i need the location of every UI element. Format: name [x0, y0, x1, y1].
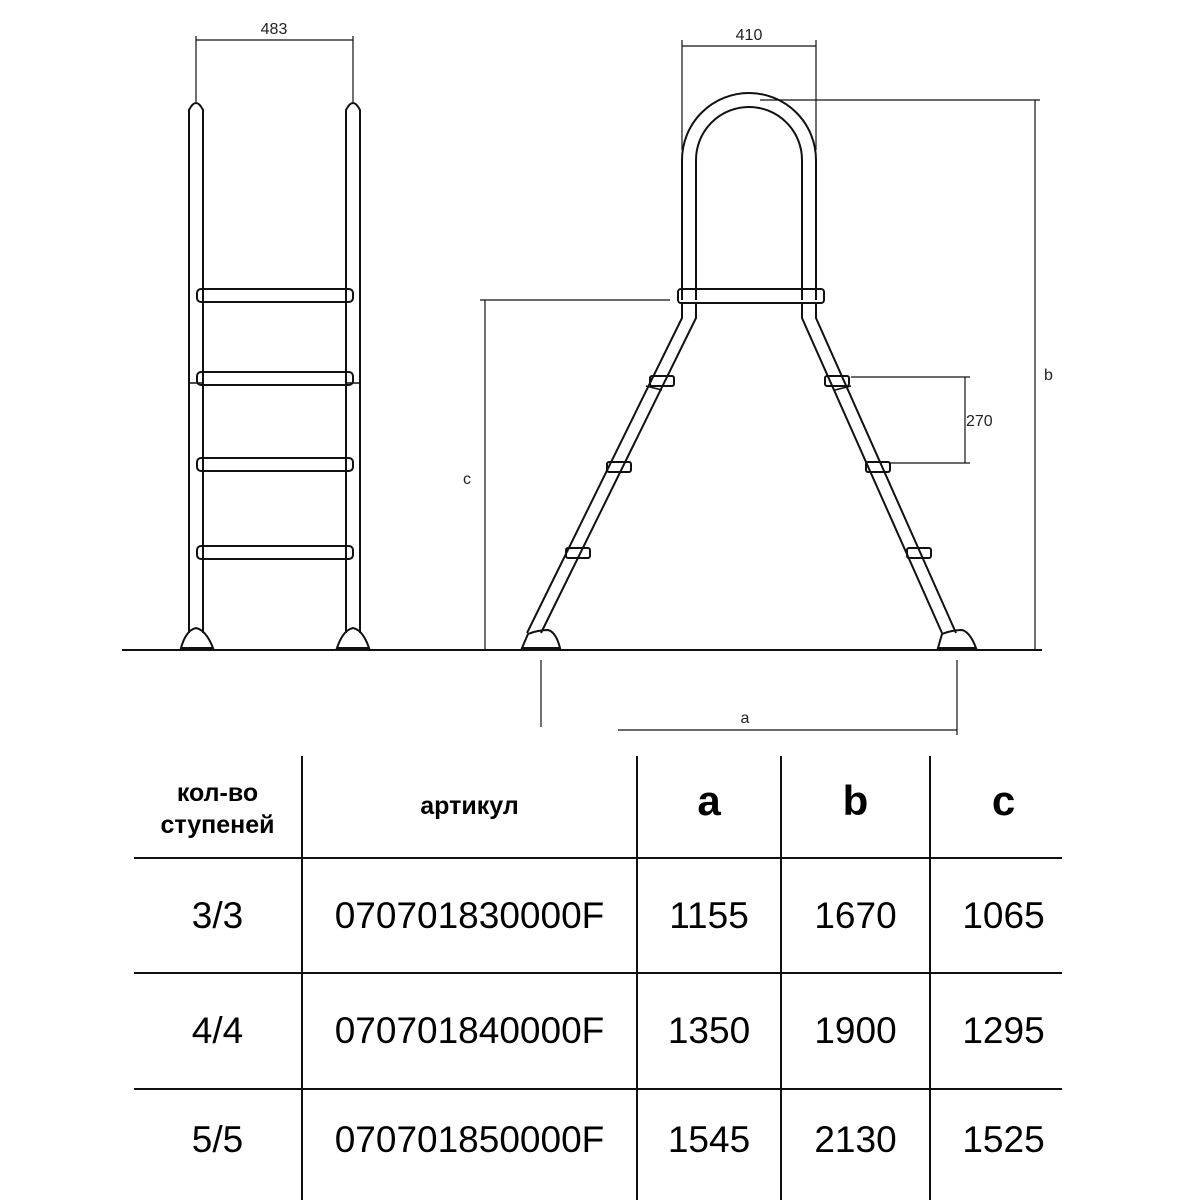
- step-spacing-label: 270: [966, 413, 993, 430]
- table-row-a: 1155: [669, 894, 749, 936]
- table-row-article: 070701850000F: [334, 1119, 605, 1160]
- header-c: c: [991, 777, 1016, 824]
- front-width-label: 483: [260, 21, 288, 38]
- header-a: a: [697, 777, 721, 824]
- height-b-label: b: [1044, 367, 1053, 384]
- header-steps: [134, 765, 301, 853]
- table-row-a: 1545: [667, 1119, 751, 1160]
- table-row-steps: 3/3: [191, 894, 244, 936]
- table-row-c: 1295: [962, 1010, 1045, 1051]
- height-c-label: c: [463, 471, 471, 488]
- table-row-steps: 5/5: [191, 1119, 244, 1160]
- table-row-steps: 4/4: [191, 1010, 244, 1051]
- table-row-a: 1350: [667, 1010, 751, 1051]
- header-steps-line1: кол-во: [176, 779, 259, 807]
- base-width-a-label: a: [740, 710, 750, 727]
- table-row-c: 1065: [962, 894, 1045, 936]
- table-row-article: 070701830000F: [334, 894, 605, 936]
- table-row-c: 1525: [962, 1119, 1045, 1160]
- header-article: артикул: [420, 792, 519, 820]
- side-width-label: 410: [735, 27, 763, 44]
- header-b: b: [842, 777, 869, 824]
- table-row-b: 2130: [814, 1119, 897, 1160]
- header-steps-line2: ступеней: [160, 811, 275, 839]
- table-row-article: 070701840000F: [334, 1010, 605, 1051]
- table-row-b: 1670: [814, 894, 897, 936]
- table-row-b: 1900: [814, 1010, 897, 1051]
